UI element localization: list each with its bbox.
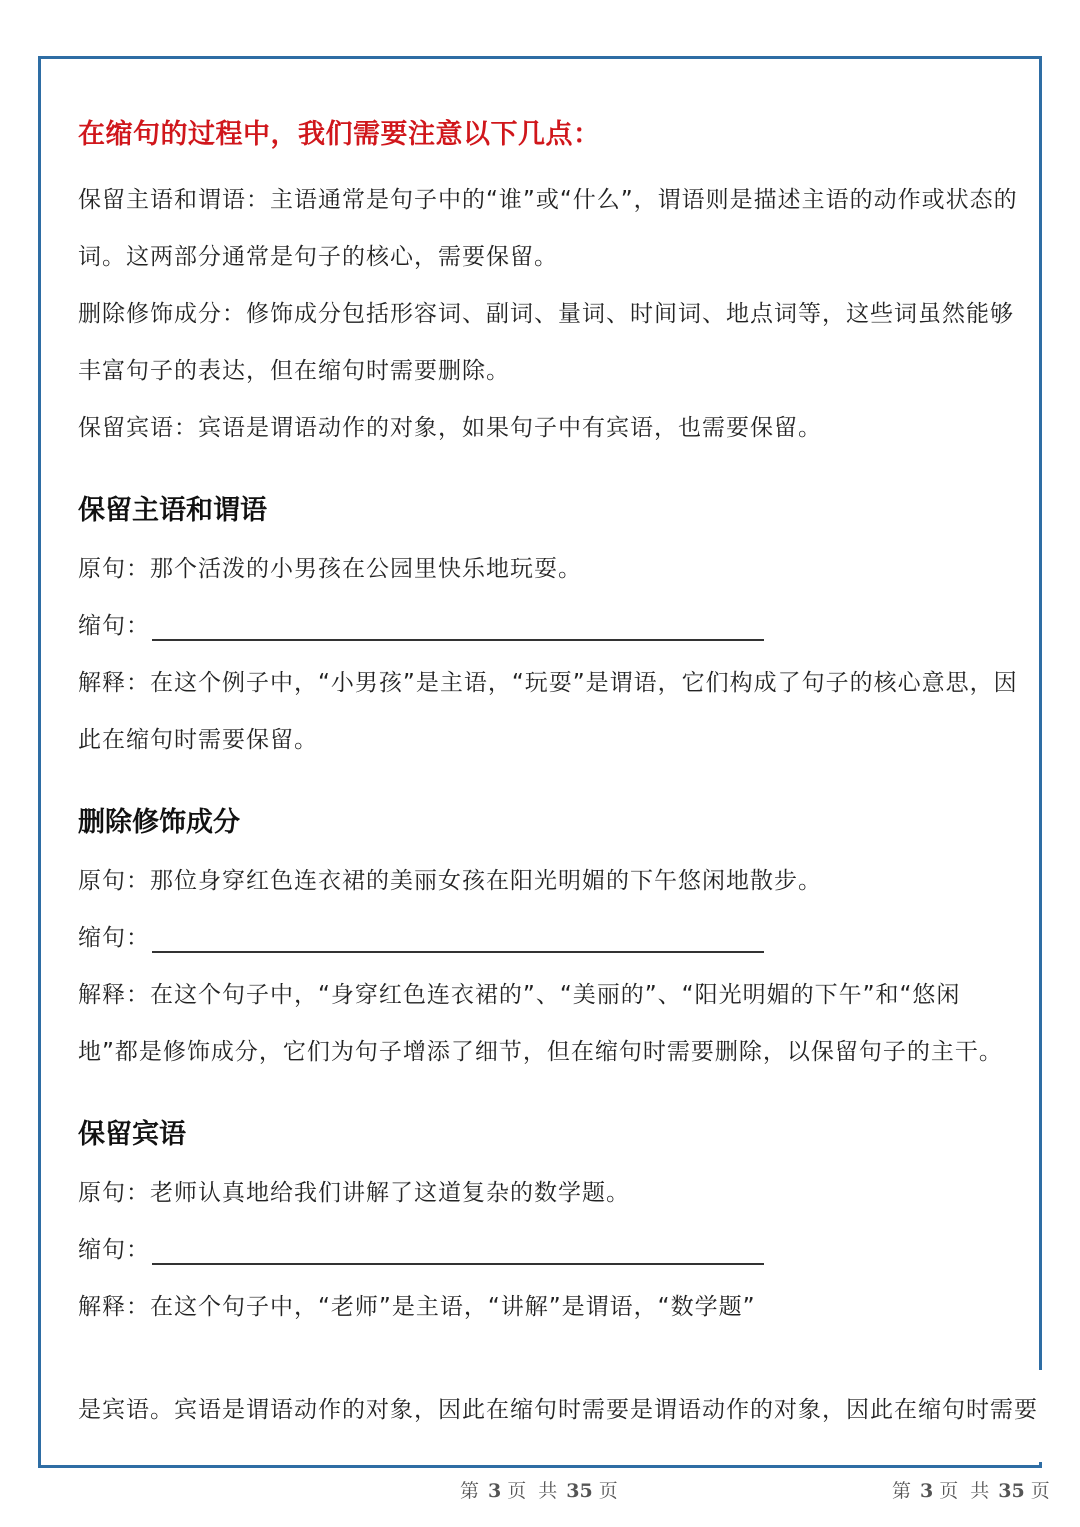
section-title-remove-modifiers: 删除修饰成分 <box>78 807 240 838</box>
explanation-line: 是宾语。宾语是谓语动作的对象，因此在缩句时需要是 <box>78 1397 654 1423</box>
condensed-label: 缩句： <box>78 1237 150 1263</box>
total-pages: 35 <box>998 1480 1025 1502</box>
condensed-label: 缩句： <box>78 613 150 639</box>
original-sentence: 原句：那个活泼的小男孩在公园里快乐地玩耍。 <box>78 556 582 582</box>
intro-heading: 在缩句的过程中，我们需要注意以下几点： <box>78 119 601 150</box>
answer-blank-line[interactable] <box>152 950 764 953</box>
intro-point-modifiers: 删除修饰成分：修饰成分包括形容词、副词、量词、时间词、地点词等，这些词虽然能够丰富句子的表达，但在缩句时需要删除。 <box>78 301 1014 384</box>
condensed-label: 缩句： <box>78 925 150 951</box>
page-number: 3 <box>920 1480 934 1502</box>
explanation-overflow-line <box>78 1382 1038 1439</box>
explanation: 解释：在这个例子中，“小男孩”是主语，“玩耍”是谓语，它们构成了句子的核心意思，因此在缩句时需要保留。 <box>78 670 1018 753</box>
total-pages: 35 <box>566 1480 593 1502</box>
condensed-row <box>78 910 1018 967</box>
intro-point-subject-predicate: 保留主语和谓语：主语通常是句子中的“谁”或“什么”，谓语则是描述主语的动作或状态的词。这两部分通常是句子的核心，需要保留。 <box>78 187 1018 270</box>
intro-point-object: 保留宾语：宾语是谓语动作的对象，如果句子中有宾语，也需要保留。 <box>78 415 822 441</box>
original-sentence: 原句：老师认真地给我们讲解了这道复杂的数学题。 <box>78 1180 630 1206</box>
clipped-duplicate-text: 谓语动作的对象，因此在缩句时需要 <box>654 1397 1038 1423</box>
original-sentence: 原句：那位身穿红色连衣裙的美丽女孩在阳光明媚的下午悠闲地散步。 <box>78 868 822 894</box>
section-title-keep-object: 保留宾语 <box>78 1119 186 1150</box>
page-footer-right: 第 3 页 共 35 页 <box>892 1480 1053 1502</box>
section-title-subject-predicate: 保留主语和谓语 <box>78 495 267 526</box>
explanation: 解释：在这个句子中，“老师”是主语，“讲解”是谓语，“数学题” <box>78 1294 756 1320</box>
page-footer-left: 第 3 页 共 35 页 <box>460 1480 621 1502</box>
condensed-row <box>78 598 1018 655</box>
document-body <box>78 112 1018 1336</box>
answer-blank-line[interactable] <box>152 638 764 641</box>
answer-blank-line[interactable] <box>152 1262 764 1265</box>
explanation: 解释：在这个句子中，“身穿红色连衣裙的”、“美丽的”、“阳光明媚的下午”和“悠闲地”都是修饰成分，它们为句子增添了细节，但在缩句时需要删除，以保留句子的主干。 <box>78 982 1003 1065</box>
condensed-row <box>78 1222 1018 1279</box>
page-number: 3 <box>488 1480 502 1502</box>
